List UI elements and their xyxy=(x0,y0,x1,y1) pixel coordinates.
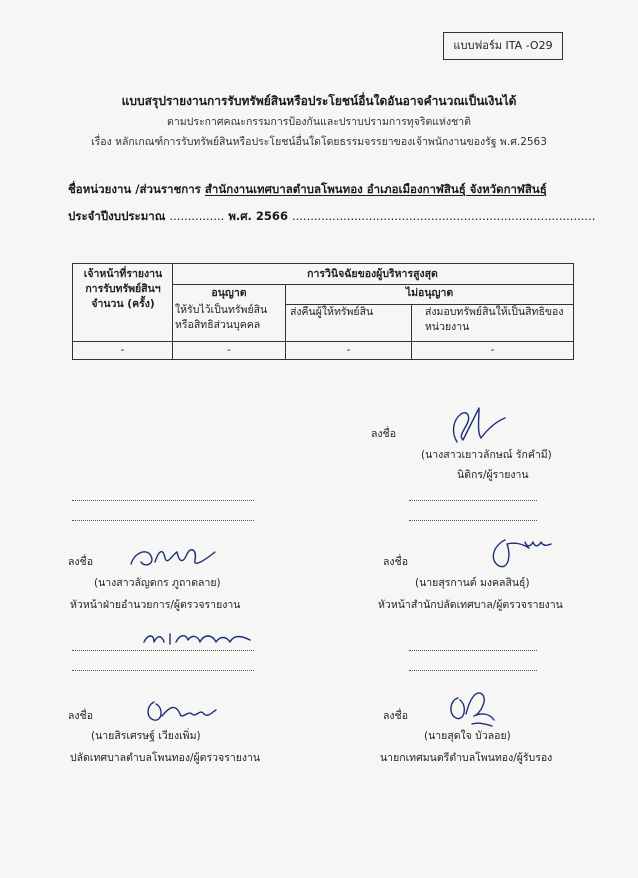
table-hline xyxy=(172,284,573,285)
sign-label-reporter: ลงชื่อ xyxy=(371,428,396,440)
sign-label-checker2: ลงชื่อ xyxy=(383,556,408,568)
deny-return-header: ส่งคืนผู้ให้ทรัพย์สิน xyxy=(290,306,374,318)
decision-header: การวินิจฉัยของผู้บริหารสูงสุด xyxy=(307,268,438,280)
comment-dotline xyxy=(409,520,537,521)
deny-transfer-header xyxy=(425,305,571,335)
comment-dotline xyxy=(409,500,537,501)
checker3-name: (นายสิรเศรษฐ์ เวียงเพิ่ม) xyxy=(91,730,201,742)
agency-label: ชื่อหน่วยงาน /ส่วนราชการ xyxy=(68,182,201,196)
sign-label-checker1: ลงชื่อ xyxy=(68,556,93,568)
announcement-line: ตามประกาศคณะกรรมการป้องกันและปราบปรามการทุจริตแห่งชาติ xyxy=(167,116,471,128)
mayor-position: นายกเทศมนตรีตำบลโพนทอง/ผู้รับรอง xyxy=(380,752,553,764)
approve-sub-header xyxy=(175,303,285,333)
checker1-position: หัวหน้าฝ่ายอำนวยการ/ผู้ตรวจรายงาน xyxy=(70,599,241,611)
approve-sub-line-1: ให้รับไว้เป็นทรัพย์สิน xyxy=(175,304,268,316)
checker2-signature-icon xyxy=(485,532,555,572)
form-code-box: แบบฟอร์ม ITA -O29 xyxy=(443,32,563,60)
col1-line-2: การรับทรัพย์สินฯ xyxy=(85,283,161,295)
checker2-position: หัวหน้าสำนักปลัดเทศบาล/ผู้ตรวจรายงาน xyxy=(378,599,563,611)
deny-header: ไม่อนุญาต xyxy=(405,287,454,299)
sign-label-checker3: ลงชื่อ xyxy=(68,710,93,722)
col1-line-3: จำนวน (ครั้ง) xyxy=(91,298,155,310)
subject-line: เรื่อง หลักเกณฑ์การรับทรัพย์สินหรือประโยชน์อื่นใดโดยธรรมจรรยาของเจ้าพนักงานของรัฐ พ.ศ.2563 xyxy=(91,136,547,148)
document-title: แบบสรุปรายงานการรับทรัพย์สินหรือประโยชน์อื่นใดอันอาจคำนวณเป็นเงินได้ xyxy=(121,94,517,108)
reporter-position: นิติกร/ผู้รายงาน xyxy=(457,469,529,481)
comment-dotline xyxy=(409,650,537,651)
checker2-comment-handwriting-icon xyxy=(140,628,260,650)
decision-table xyxy=(72,263,574,360)
table-cell-count: - xyxy=(120,344,125,356)
approve-header: อนุญาต xyxy=(211,287,247,299)
comment-dotline xyxy=(72,670,254,671)
col1-line-1: เจ้าหน้าที่รายงาน xyxy=(83,268,163,280)
mayor-signature-icon xyxy=(442,684,502,728)
sign-label-mayor: ลงชื่อ xyxy=(383,710,408,722)
deny-transfer-line-1: ส่งมอบทรัพย์สินให้เป็นสิทธิของ xyxy=(425,306,564,318)
agency-value: สำนักงานเทศบาลตำบลโพนทอง อำเภอเมืองกาฬสินธุ์ จังหวัดกาฬสินธุ์ xyxy=(204,182,547,196)
budget-dots-1: ............... xyxy=(169,209,225,223)
checker2-name: (นายสุรกานต์ มงคลสินธุ์) xyxy=(415,577,530,589)
agency-line xyxy=(68,181,547,199)
reporter-name: (นางสาวเยาวลักษณ์ รักคำมี) xyxy=(421,449,552,461)
table-cell-transfer: - xyxy=(490,344,495,356)
comment-dotline xyxy=(72,500,254,501)
table-cell-approve: - xyxy=(227,344,231,356)
budget-label: ประจำปีงบประมาณ xyxy=(68,209,166,223)
comment-dotline xyxy=(409,670,537,671)
budget-line xyxy=(68,208,595,226)
checker1-name: (นางสาวลัญดกร ภูถาดลาย) xyxy=(94,577,221,589)
comment-dotline xyxy=(72,520,254,521)
mayor-name: (นายสุดใจ บัวลอย) xyxy=(424,730,511,742)
reporter-count-header xyxy=(77,267,169,312)
checker1-signature-icon xyxy=(125,538,225,574)
table-hline xyxy=(73,341,573,342)
checker3-signature-icon xyxy=(140,692,220,728)
budget-year: พ.ศ. 2566 xyxy=(228,209,288,223)
checker3-position: ปลัดเทศบาลตำบลโพนทอง/ผู้ตรวจรายงาน xyxy=(70,752,261,764)
table-cell-return: - xyxy=(346,344,351,356)
reporter-signature-icon xyxy=(445,402,515,448)
approve-sub-line-2: หรือสิทธิส่วนบุคคล xyxy=(175,319,261,331)
deny-transfer-line-2: หน่วยงาน xyxy=(425,321,470,333)
budget-dots-2: ................................................................................... xyxy=(291,209,596,223)
comment-dotline xyxy=(72,650,254,651)
